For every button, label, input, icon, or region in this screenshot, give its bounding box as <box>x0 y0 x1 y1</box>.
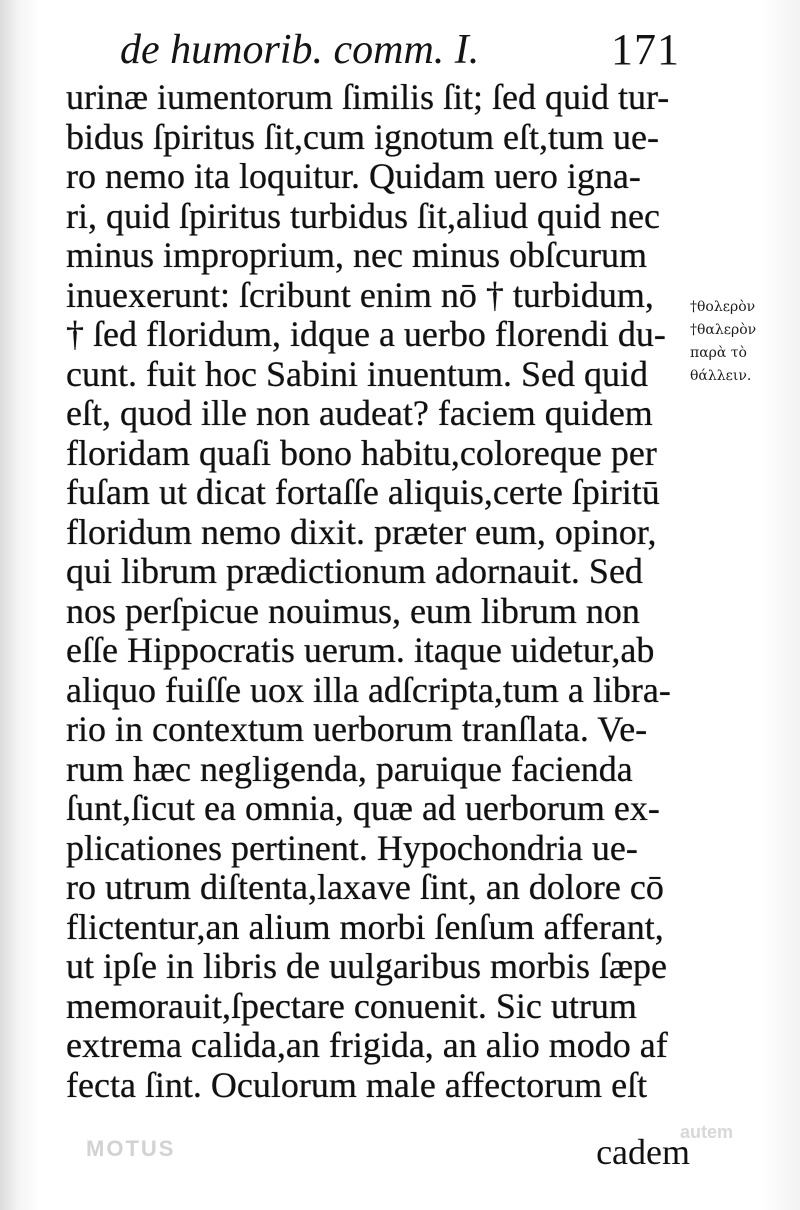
text-line: minus improprium, nec minus obſcurum <box>66 235 647 275</box>
text-line: ſunt,ſicut ea omnia, quæ ad uerborum ex- <box>66 788 660 828</box>
text-line: rum hæc negligenda, paruique facienda <box>66 748 633 789</box>
text-line: ro utrum diſtenta,laxave ſint, an dolore cō <box>66 867 664 907</box>
running-head: de humorib. comm. I. <box>120 27 480 73</box>
text-line: plicationes pertinent. Hypochondria ue- <box>66 827 638 868</box>
text-line: ri, quid ſpiritus turbidus ſit,aliud quid nec <box>66 195 660 236</box>
body-text <box>66 78 682 1105</box>
text-line: eſſe Hippocratis uerum. itaque uidetur,ab <box>66 630 655 670</box>
bleed-through-text: autem <box>680 1122 734 1142</box>
marginal-note-line: †θαλερὸν <box>690 322 757 338</box>
text-line: floridum nemo dixit. præter eum, opinor, <box>66 511 657 552</box>
text-line: † ſed floridum, idque a uerbo florendi du- <box>66 314 666 354</box>
text-line: fecta ſint. Oculorum male affectorum eſt <box>66 1064 648 1105</box>
text-line: fuſam ut dicat fortaſſe aliquis,certe ſpiritū <box>66 472 660 512</box>
page-header <box>120 22 680 80</box>
marginal-note-line: †θολερὸν <box>690 299 756 315</box>
text-line: rio in contextum uerborum tranſlata. Ve- <box>66 709 648 749</box>
text-line: eſt, quod ille non audeat? faciem quidem <box>66 393 653 433</box>
marginal-note <box>690 296 796 388</box>
marginal-note-line: θάλλειν. <box>690 368 752 384</box>
text-line: floridam quaſi bono habitu,coloreque per <box>66 432 657 473</box>
bleed-through-text: MOTUS <box>86 1136 176 1161</box>
text-line: nos perſpicue nouimus, eum librum non <box>66 590 640 631</box>
text-line: urinæ iumentorum ſimilis ſit; ſed quid tur- <box>66 77 670 117</box>
text-line: bidus ſpiritus ſit,cum ignotum eſt,tum ue- <box>66 116 659 157</box>
marginal-note-line: παρὰ τὸ <box>690 345 747 361</box>
text-line: flictentur,an alium morbi ſenſum afferant, <box>66 906 664 947</box>
text-line: ro nemo ita loquitur. Quidam uero igna- <box>66 156 641 196</box>
page-number: 171 <box>611 25 680 74</box>
text-line: qui librum prædictionum adornauit. Sed <box>66 551 643 591</box>
text-line: cunt. fuit hoc Sabini inuentum. Sed quid <box>66 353 648 394</box>
text-line: extrema calida,an frigida, an alio modo af <box>66 1025 668 1065</box>
text-line: aliquo fuiſſe uox illa adſcripta,tum a libra- <box>66 669 671 710</box>
text-line: inuexerunt: ſcribunt enim nō † turbidum, <box>66 274 654 315</box>
catchword: cadem <box>596 1132 690 1172</box>
text-line: memorauit,ſpectare conuenit. Sic utrum <box>66 985 637 1026</box>
text-line: ut ipſe in libris de uulgaribus morbis ſæpe <box>66 946 667 986</box>
